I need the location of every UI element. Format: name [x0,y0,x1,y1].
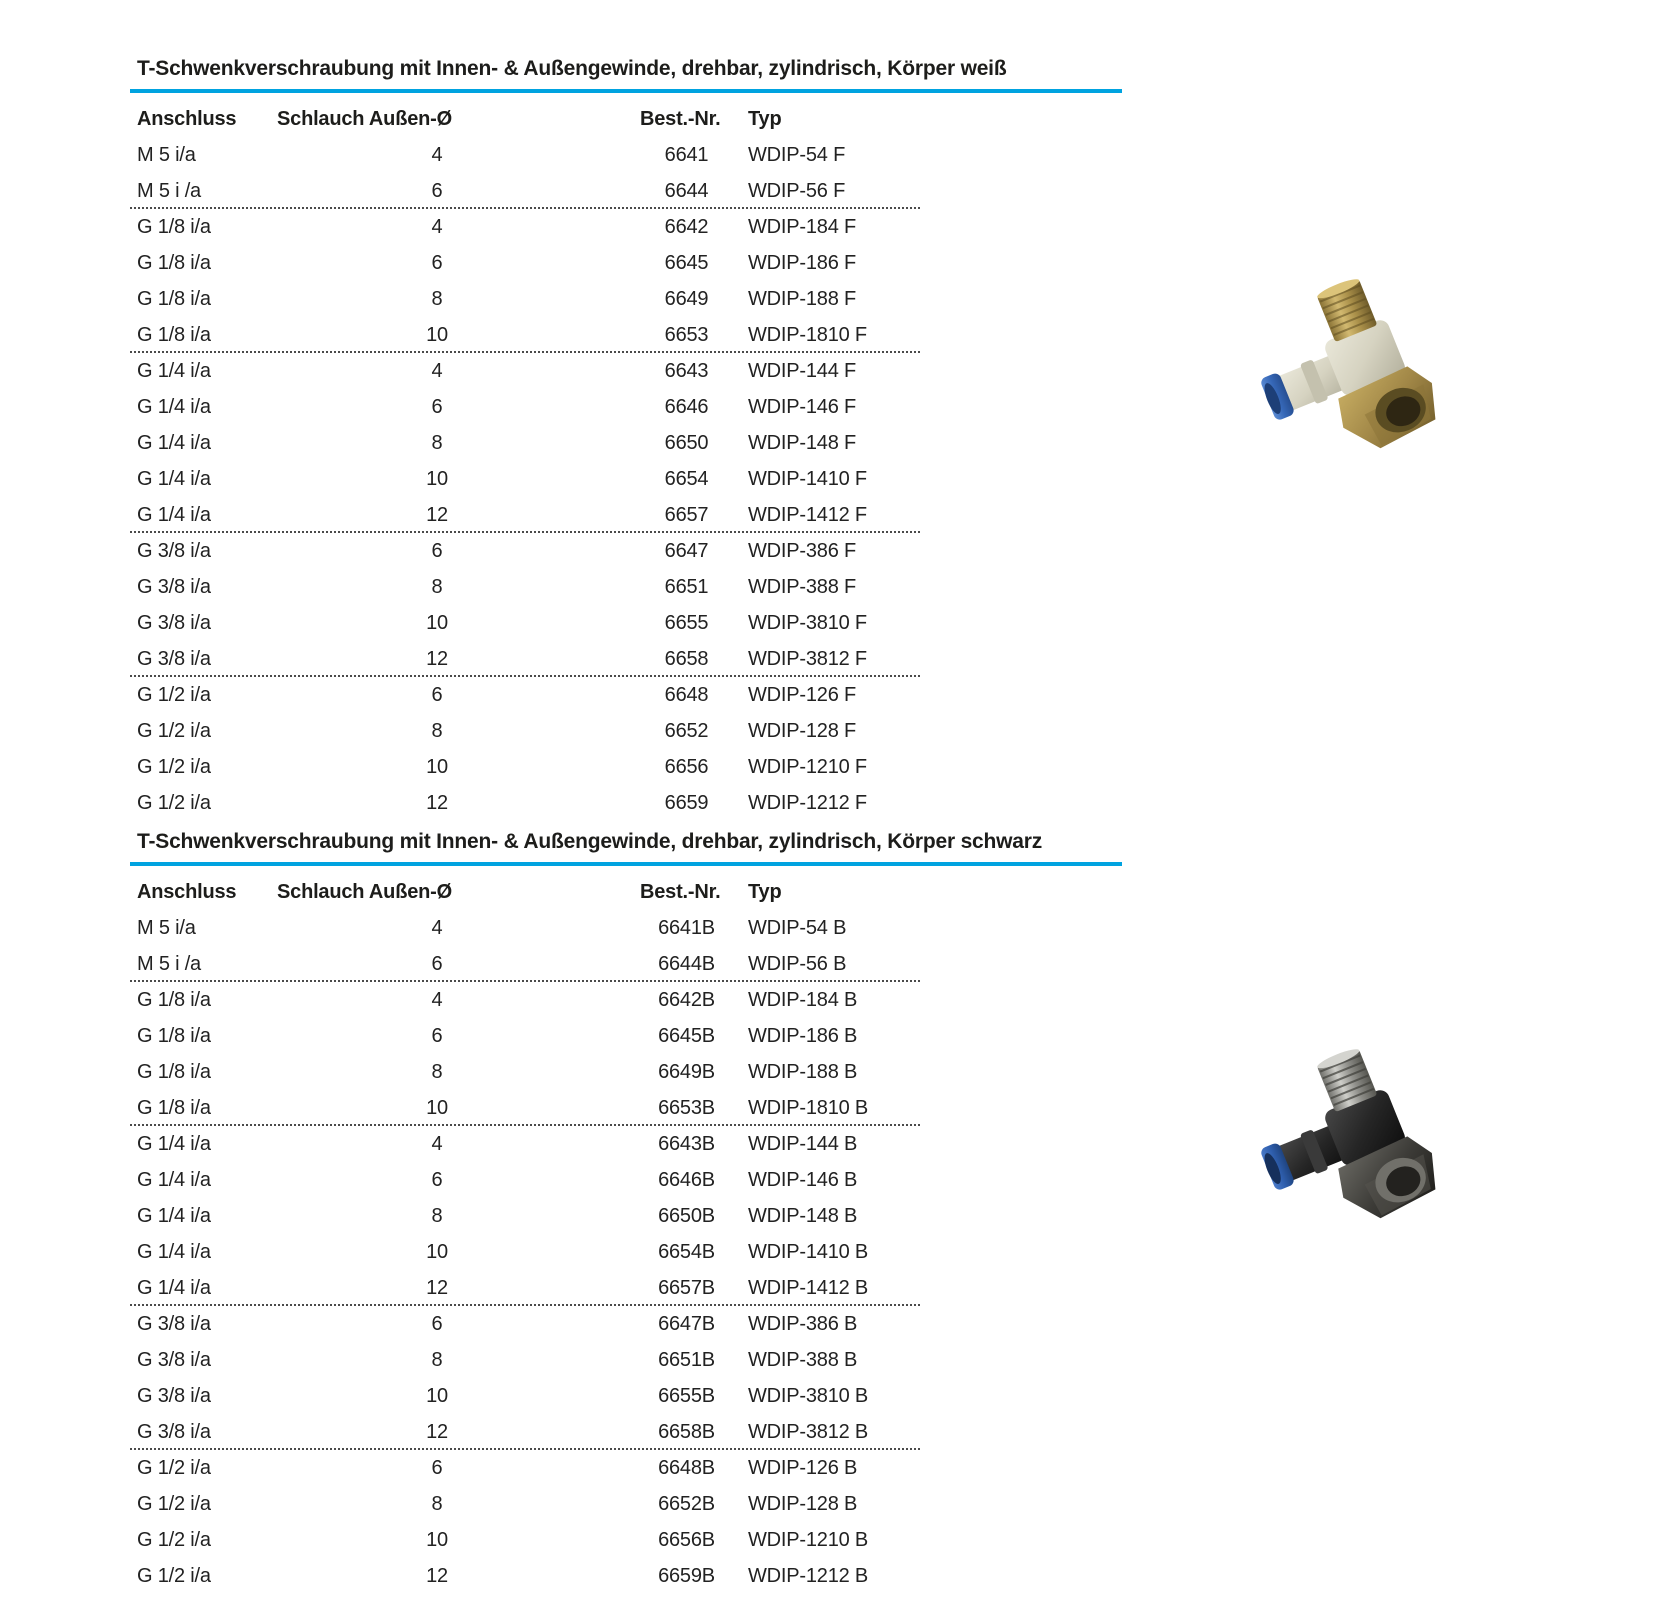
col-header-typ: Typ [748,881,782,903]
cell-schlauch-aussen-d: 6 [431,180,443,202]
table-black-body [130,829,1122,1594]
table-row [130,1522,1122,1558]
col-header-anschluss: Anschluss [137,881,237,903]
cell-typ: WDIP-388 F [748,576,857,598]
cell-schlauch-aussen-d: 6 [431,540,443,562]
cell-anschluss: G 1/8 i/a [137,324,211,346]
cell-anschluss: G 1/4 i/a [137,1205,211,1227]
cell-best-nr: 6649 [664,288,709,310]
cell-schlauch-aussen-d: 8 [431,720,443,742]
cell-anschluss: G 3/8 i/a [137,576,211,598]
cell-best-nr: 6657B [658,1277,715,1299]
cell-anschluss: G 1/4 i/a [137,360,211,382]
table-row [130,353,1122,389]
table-row [130,946,1122,982]
table-row [130,245,1122,281]
table-row [130,982,1122,1018]
cell-typ: WDIP-144 F [748,360,857,382]
black-swivel-fitting-photo [1258,1048,1468,1223]
cell-anschluss: G 1/4 i/a [137,1241,211,1263]
table-row [130,785,1122,821]
table-row [130,497,1122,533]
cell-schlauch-aussen-d: 6 [431,1169,443,1191]
cell-best-nr: 6644 [664,180,709,202]
table-row [130,569,1122,605]
cell-anschluss: G 3/8 i/a [137,1349,211,1371]
cell-schlauch-aussen-d: 8 [431,1061,443,1083]
cell-typ: WDIP-56 F [748,180,846,202]
table-row [130,749,1122,785]
cell-schlauch-aussen-d: 10 [426,1529,448,1551]
cell-schlauch-aussen-d: 4 [431,917,443,939]
table-row [130,677,1122,713]
cell-typ: WDIP-184 B [748,989,858,1011]
table-white-body [130,56,1122,821]
cell-schlauch-aussen-d: 10 [426,1097,448,1119]
cell-best-nr: 6659 [664,792,709,814]
cell-anschluss: G 1/2 i/a [137,684,211,706]
cell-typ: WDIP-3810 B [748,1385,869,1407]
cell-anschluss: G 3/8 i/a [137,1313,211,1335]
cell-anschluss: M 5 i/a [137,144,196,166]
cell-schlauch-aussen-d: 12 [426,1421,448,1443]
cell-best-nr: 6650 [664,432,709,454]
cell-anschluss: G 1/4 i/a [137,1277,211,1299]
cell-anschluss: G 3/8 i/a [137,612,211,634]
col-header-anschluss: Anschluss [137,108,237,130]
cell-anschluss: G 1/8 i/a [137,1025,211,1047]
cell-anschluss: G 1/4 i/a [137,396,211,418]
cell-best-nr: 6649B [658,1061,715,1083]
table-row [130,1558,1122,1594]
cell-best-nr: 6657 [664,504,709,526]
cell-best-nr: 6651 [664,576,709,598]
cell-typ: WDIP-144 B [748,1133,858,1155]
cell-typ: WDIP-56 B [748,953,847,975]
table-row [130,910,1122,946]
cell-best-nr: 6642 [664,216,709,238]
table-row [130,173,1122,209]
cell-best-nr: 6646 [664,396,709,418]
table-row [130,1342,1122,1378]
cell-schlauch-aussen-d: 4 [431,216,443,238]
cell-best-nr: 6644B [658,953,715,975]
cell-best-nr: 6652 [664,720,709,742]
cell-schlauch-aussen-d: 8 [431,1493,443,1515]
cell-schlauch-aussen-d: 4 [431,989,443,1011]
cell-typ: WDIP-188 F [748,288,857,310]
cell-best-nr: 6651B [658,1349,715,1371]
cell-schlauch-aussen-d: 8 [431,576,443,598]
cell-anschluss: G 1/2 i/a [137,1565,211,1587]
col-header-best-nr: Best.-Nr. [640,881,721,903]
table-row [130,1306,1122,1342]
table-row [130,641,1122,677]
table-body [130,137,1122,821]
cell-typ: WDIP-3812 F [748,648,867,670]
cell-schlauch-aussen-d: 6 [431,252,443,274]
table-row [130,1414,1122,1450]
table-row [130,389,1122,425]
cell-anschluss: G 1/8 i/a [137,288,211,310]
cell-best-nr: 6648B [658,1457,715,1479]
cell-schlauch-aussen-d: 10 [426,756,448,778]
cell-typ: WDIP-1212 F [748,792,867,814]
table-row [130,1198,1122,1234]
cell-typ: WDIP-1810 B [748,1097,869,1119]
cell-anschluss: G 1/4 i/a [137,432,211,454]
cell-typ: WDIP-1410 F [748,468,867,490]
cell-schlauch-aussen-d: 10 [426,1385,448,1407]
table-row [130,137,1122,173]
cell-typ: WDIP-126 F [748,684,857,706]
cell-best-nr: 6650B [658,1205,715,1227]
title-underline-rule [130,89,1122,93]
table-row [130,1054,1122,1090]
cell-best-nr: 6656B [658,1529,715,1551]
table-row [130,1162,1122,1198]
table-row [130,281,1122,317]
cell-anschluss: G 1/8 i/a [137,1097,211,1119]
cell-best-nr: 6655 [664,612,709,634]
table-body [130,910,1122,1594]
cell-typ: WDIP-1210 B [748,1529,869,1551]
cell-anschluss: G 1/8 i/a [137,252,211,274]
cell-best-nr: 6658B [658,1421,715,1443]
table-row [130,1450,1122,1486]
cell-best-nr: 6643B [658,1133,715,1155]
cell-best-nr: 6652B [658,1493,715,1515]
cell-best-nr: 6646B [658,1169,715,1191]
cell-anschluss: G 3/8 i/a [137,1421,211,1443]
cell-anschluss: G 1/2 i/a [137,1529,211,1551]
cell-anschluss: G 1/4 i/a [137,468,211,490]
cell-typ: WDIP-1412 F [748,504,867,526]
table-row [130,1234,1122,1270]
cell-best-nr: 6656 [664,756,709,778]
cell-anschluss: G 1/4 i/a [137,1169,211,1191]
cell-anschluss: M 5 i /a [137,180,201,202]
cell-schlauch-aussen-d: 6 [431,953,443,975]
cell-typ: WDIP-54 F [748,144,846,166]
cell-schlauch-aussen-d: 4 [431,360,443,382]
cell-anschluss: G 1/2 i/a [137,756,211,778]
col-header-schlauch-aussen: Schlauch Außen-Ø [277,881,452,903]
cell-typ: WDIP-186 B [748,1025,858,1047]
table-row [130,713,1122,749]
cell-schlauch-aussen-d: 8 [431,288,443,310]
cell-schlauch-aussen-d: 12 [426,792,448,814]
cell-anschluss: M 5 i /a [137,953,201,975]
cell-typ: WDIP-126 B [748,1457,858,1479]
cell-typ: WDIP-146 B [748,1169,858,1191]
cell-typ: WDIP-1210 F [748,756,867,778]
cell-schlauch-aussen-d: 8 [431,1349,443,1371]
cell-typ: WDIP-3812 B [748,1421,869,1443]
cell-best-nr: 6645B [658,1025,715,1047]
white-swivel-fitting-photo [1258,278,1468,453]
cell-schlauch-aussen-d: 12 [426,1277,448,1299]
table-row [130,1486,1122,1522]
cell-schlauch-aussen-d: 10 [426,468,448,490]
cell-typ: WDIP-184 F [748,216,857,238]
cell-anschluss: G 1/4 i/a [137,1133,211,1155]
cell-anschluss: G 1/2 i/a [137,1493,211,1515]
cell-typ: WDIP-3810 F [748,612,867,634]
cell-best-nr: 6653B [658,1097,715,1119]
table-row [130,1126,1122,1162]
cell-typ: WDIP-188 B [748,1061,858,1083]
cell-typ: WDIP-388 B [748,1349,858,1371]
cell-best-nr: 6647B [658,1313,715,1335]
cell-anschluss: G 1/8 i/a [137,216,211,238]
cell-best-nr: 6641B [658,917,715,939]
cell-anschluss: M 5 i/a [137,917,196,939]
cell-typ: WDIP-146 F [748,396,857,418]
table-row [130,1270,1122,1306]
cell-schlauch-aussen-d: 10 [426,324,448,346]
cell-typ: WDIP-386 B [748,1313,858,1335]
table-row [130,461,1122,497]
table-row [130,1378,1122,1414]
table-title: T-Schwenkverschraubung mit Innen- & Außengewinde, drehbar, zylindrisch, Körper schwarz [137,830,1043,853]
table-header-row [130,874,1122,910]
cell-best-nr: 6654B [658,1241,715,1263]
col-header-best-nr: Best.-Nr. [640,108,721,130]
table-row [130,605,1122,641]
cell-anschluss: G 1/2 i/a [137,792,211,814]
cell-best-nr: 6647 [664,540,709,562]
table-row [130,1018,1122,1054]
title-underline-rule [130,862,1122,866]
table-row [130,209,1122,245]
cell-schlauch-aussen-d: 4 [431,144,443,166]
cell-anschluss: G 3/8 i/a [137,1385,211,1407]
cell-typ: WDIP-148 B [748,1205,858,1227]
cell-best-nr: 6643 [664,360,709,382]
cell-best-nr: 6653 [664,324,709,346]
col-header-schlauch-aussen: Schlauch Außen-Ø [277,108,452,130]
cell-typ: WDIP-1212 B [748,1565,869,1587]
cell-schlauch-aussen-d: 6 [431,1313,443,1335]
cell-best-nr: 6648 [664,684,709,706]
cell-schlauch-aussen-d: 8 [431,1205,443,1227]
cell-best-nr: 6645 [664,252,709,274]
cell-anschluss: G 1/2 i/a [137,1457,211,1479]
table-row [130,317,1122,353]
cell-typ: WDIP-148 F [748,432,857,454]
table-title: T-Schwenkverschraubung mit Innen- & Außengewinde, drehbar, zylindrisch, Körper weiß [137,57,1007,80]
cell-typ: WDIP-386 F [748,540,857,562]
cell-schlauch-aussen-d: 10 [426,612,448,634]
cell-typ: WDIP-1410 B [748,1241,869,1263]
cell-anschluss: G 1/4 i/a [137,504,211,526]
cell-best-nr: 6641 [664,144,709,166]
cell-best-nr: 6658 [664,648,709,670]
table-row [130,533,1122,569]
table-row [130,425,1122,461]
cell-schlauch-aussen-d: 6 [431,684,443,706]
table-row [130,1090,1122,1126]
cell-best-nr: 6654 [664,468,709,490]
cell-anschluss: G 3/8 i/a [137,540,211,562]
cell-schlauch-aussen-d: 10 [426,1241,448,1263]
cell-best-nr: 6659B [658,1565,715,1587]
cell-best-nr: 6642B [658,989,715,1011]
cell-anschluss: G 1/8 i/a [137,989,211,1011]
cell-typ: WDIP-128 F [748,720,857,742]
cell-anschluss: G 3/8 i/a [137,648,211,670]
cell-typ: WDIP-128 B [748,1493,858,1515]
cell-typ: WDIP-54 B [748,917,847,939]
cell-typ: WDIP-1412 B [748,1277,869,1299]
cell-typ: WDIP-186 F [748,252,857,274]
table-header-row [130,101,1122,137]
cell-schlauch-aussen-d: 12 [426,504,448,526]
cell-best-nr: 6655B [658,1385,715,1407]
cell-anschluss: G 1/2 i/a [137,720,211,742]
cell-schlauch-aussen-d: 6 [431,1025,443,1047]
cell-schlauch-aussen-d: 12 [426,1565,448,1587]
col-header-typ: Typ [748,108,782,130]
cell-schlauch-aussen-d: 6 [431,396,443,418]
cell-typ: WDIP-1810 F [748,324,867,346]
cell-schlauch-aussen-d: 6 [431,1457,443,1479]
cell-schlauch-aussen-d: 8 [431,432,443,454]
cell-anschluss: G 1/8 i/a [137,1061,211,1083]
cell-schlauch-aussen-d: 12 [426,648,448,670]
cell-schlauch-aussen-d: 4 [431,1133,443,1155]
